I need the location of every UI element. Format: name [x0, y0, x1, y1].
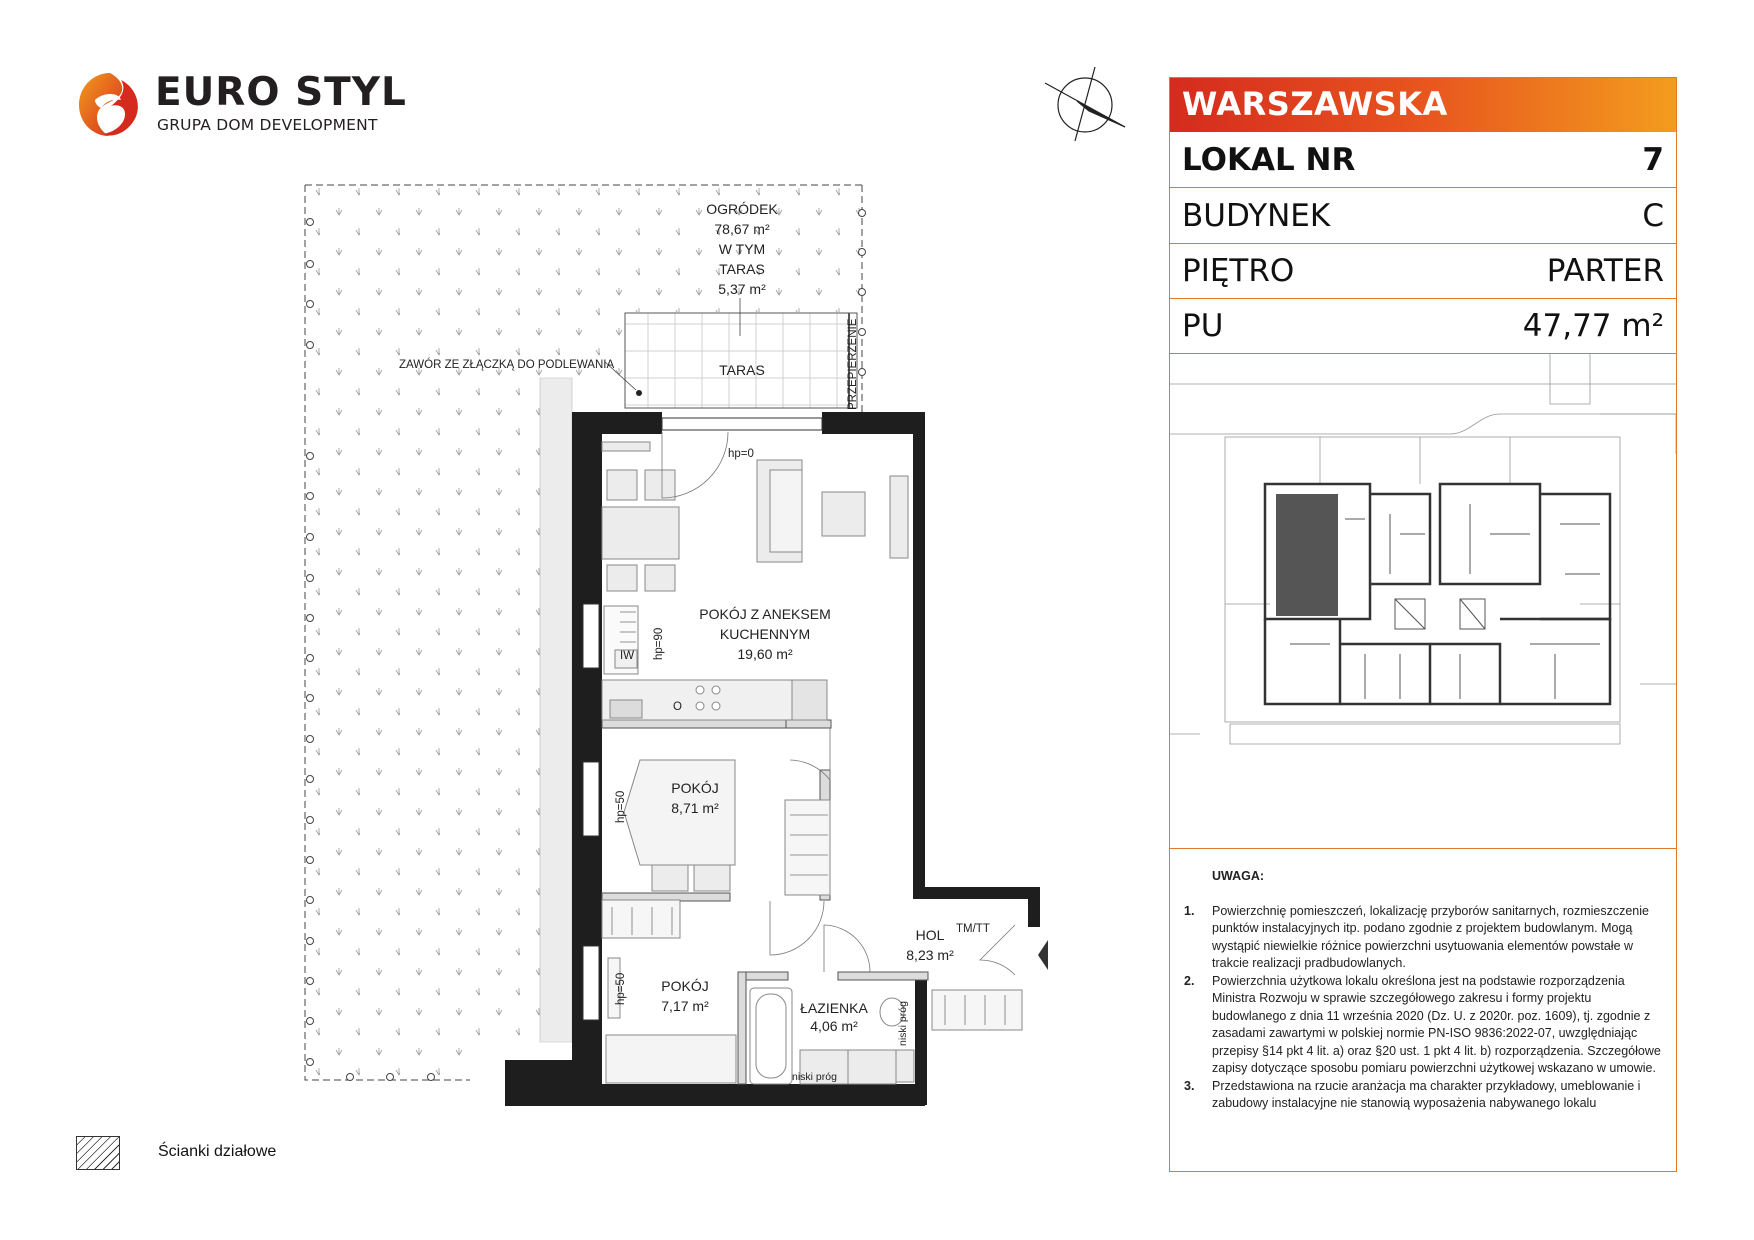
- hall-name: HOL: [915, 927, 945, 943]
- north-arrow-icon: [1045, 67, 1125, 141]
- legend-hatch-swatch: [76, 1136, 120, 1170]
- living-room-line2: KUCHENNYM: [719, 626, 811, 642]
- room1-area: 8,71 m²: [671, 800, 719, 816]
- row-budynek: [1170, 188, 1676, 244]
- tag-iw: IW: [620, 650, 635, 662]
- tag-hp50-room1: hp=50: [615, 790, 627, 823]
- brand-name: EURO STYL: [155, 70, 407, 115]
- investment-name: WARSZAWSKA: [1182, 85, 1448, 123]
- hall-area: 8,23 m²: [906, 947, 954, 963]
- info-panel: [1169, 77, 1677, 1172]
- entrance-arrow-icon: [1038, 940, 1048, 970]
- panel-header: [1170, 78, 1676, 132]
- note-item: [1184, 903, 1664, 973]
- garden-area-label: 78,67 m²: [714, 221, 770, 237]
- legend-label: Ścianki działowe: [158, 1143, 277, 1160]
- tag-hp0: hp=0: [728, 448, 754, 460]
- valve-label: ZAWÓR ZE ZŁĄCZKĄ DO PODLEWANIA: [399, 359, 615, 371]
- row-pietro: [1170, 243, 1676, 299]
- row-pu: [1170, 298, 1676, 354]
- row-pietro-value: PARTER: [1546, 253, 1664, 289]
- row-lokal-key: LOKAL NR: [1182, 142, 1356, 178]
- room1-name: POKÓJ: [671, 780, 719, 796]
- living-room-line1: POKÓJ Z ANEKSEM: [699, 606, 831, 622]
- bath-name: ŁAZIENKA: [800, 1000, 868, 1016]
- key-plan: [1170, 354, 1676, 849]
- living-room-area: 19,60 m²: [737, 646, 793, 662]
- tag-o: O: [673, 701, 682, 713]
- row-pu-key: PU: [1182, 308, 1224, 344]
- garden-terrace-area-label: 5,37 m²: [718, 281, 766, 297]
- note-text: Powierzchnię pomieszczeń, lokalizację przyborów sanitarnych, rozmieszczenie punktów instalacyjnych itp. podano zgodnie z projektem budowlanym. Mogą wystąpić niewielkie różnice powierzchni usytuowania elementów powstałe w trakcie realizacji pradbudowlanych.: [1212, 903, 1649, 970]
- tag-hp90: hp=90: [653, 627, 665, 660]
- row-pietro-key: PIĘTRO: [1182, 253, 1295, 289]
- key-plan-highlight: [1276, 494, 1338, 616]
- note-item: [1184, 1078, 1664, 1113]
- note-number: 1.: [1184, 903, 1195, 918]
- tag-low-threshold-2: niski próg: [897, 1001, 909, 1046]
- note-item: [1184, 973, 1664, 1078]
- tag-hp50-room2: hp=50: [615, 972, 627, 1005]
- note-number: 2.: [1184, 973, 1195, 988]
- note-text: Powierzchnia użytkowa lokalu określona jest na podstawie rozporządzenia Ministra Rozwoju w sprawie szczegółowego zakresu i formy projektu budowlanego z dnia 11 września 2020 (Dz. U. z 2020r. poz. 1609), tj. zgodnie z zasadami zawartymi w polskiej normie PN-ISO 9836:2022-07, uwzględniając przepisy §14 pkt 4 lit. a) oraz §20 ust. 1 pkt 4 lit. b) rozporządzenia. Szczegółowe zapisy dotyczące sposobu pomiaru powierzchni użytkowej wskazano w umowie.: [1212, 973, 1661, 1075]
- brand-subtitle: GRUPA DOM DEVELOPMENT: [157, 116, 378, 134]
- valve-icon: [636, 390, 642, 396]
- row-lokal: [1170, 132, 1676, 188]
- row-lokal-value: 7: [1642, 142, 1664, 178]
- note-text: Przedstawiona na rzucie aranżacja ma charakter przykładowy, umeblowanie i zabudowy instalacyjne nie stanowią wyposażenia nabywanego lokalu: [1212, 1078, 1641, 1110]
- notes-section: [1184, 868, 1664, 1113]
- room2-area: 7,17 m²: [661, 998, 709, 1014]
- partition-label: PRZEPIERZENIE: [847, 318, 859, 410]
- row-budynek-key: BUDYNEK: [1182, 198, 1331, 234]
- row-budynek-value: C: [1642, 198, 1664, 234]
- garden-terrace-label: TARAS: [719, 261, 765, 277]
- room2-name: POKÓJ: [661, 978, 709, 994]
- note-number: 3.: [1184, 1078, 1195, 1093]
- tag-low-threshold-1: niski próg: [792, 1071, 837, 1083]
- garden-incl-label: W TYM: [718, 241, 766, 257]
- notes-title: UWAGA:: [1212, 869, 1265, 883]
- terrace-tiles: [625, 313, 857, 408]
- terrace-label: TARAS: [719, 362, 765, 378]
- bath-area: 4,06 m²: [810, 1018, 858, 1034]
- garden-name-label: OGRÓDEK: [706, 201, 778, 217]
- row-pu-value: 47,77 m²: [1522, 308, 1664, 344]
- tag-tmtt: TM/TT: [956, 923, 990, 935]
- key-plan-drawing: [1170, 354, 1676, 848]
